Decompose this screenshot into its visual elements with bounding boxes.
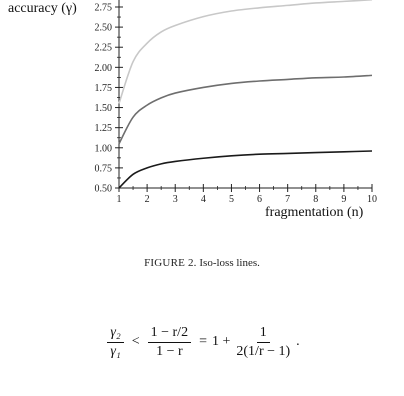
lhs-denominator: γ₁: [110, 343, 121, 359]
rhs-fraction: [233, 325, 293, 360]
y-axis-title: accuracy (γ): [8, 1, 77, 16]
equals-sign: =: [199, 334, 207, 349]
middle-numerator: 1 − r/2: [148, 325, 191, 343]
x-tick-label: 10: [367, 194, 377, 205]
tick-marks: [115, 7, 372, 192]
x-tick-label: 7: [285, 194, 291, 205]
figure-label: FIGURE 2.: [144, 257, 197, 269]
lhs-numerator: γ₂: [107, 325, 123, 343]
y-tick-label: 2.75: [94, 2, 112, 14]
y-tick-label: 0.75: [94, 163, 112, 175]
one-plus-term: 1 +: [211, 334, 231, 349]
middle-fraction: [148, 325, 191, 360]
caption-text: Iso-loss lines.: [199, 257, 260, 269]
figure-caption: [0, 257, 404, 269]
lhs-fraction: [107, 325, 123, 360]
y-tick-label: 1.50: [94, 103, 112, 115]
y-tick-label: 0.50: [94, 183, 112, 195]
equation-period: .: [296, 334, 300, 349]
x-tick-label: 1: [116, 194, 122, 205]
y-tick-label: 2.50: [94, 22, 112, 34]
tick-labels: [95, 3, 378, 206]
x-tick-label: 2: [144, 194, 150, 205]
y-tick-label: 1.25: [94, 123, 112, 135]
x-tick-label: 8: [313, 194, 319, 205]
y-tick-label: 2.25: [94, 42, 112, 54]
series-line-2: [119, 75, 372, 143]
x-tick-label: 6: [257, 194, 263, 205]
axes: [119, 0, 372, 188]
series-lines: [119, 0, 372, 188]
x-axis-title: fragmentation (n): [265, 205, 364, 220]
x-tick-label: 4: [200, 194, 206, 205]
y-tick-label: 1.75: [94, 82, 112, 94]
rhs-numerator: 1: [257, 325, 270, 343]
rhs-denominator: 2(1/r − 1): [236, 343, 291, 359]
x-tick-label: 9: [341, 194, 347, 205]
series-line-1: [119, 0, 372, 104]
x-tick-label: 3: [172, 194, 178, 205]
less-than-sign: <: [131, 334, 140, 349]
y-tick-label: 2.00: [94, 62, 112, 74]
ratio-equation: [0, 322, 404, 362]
series-line-3: [119, 151, 372, 188]
x-tick-label: 5: [228, 194, 234, 205]
y-tick-label: 1.00: [94, 143, 112, 155]
middle-denominator: 1 − r: [156, 343, 183, 359]
